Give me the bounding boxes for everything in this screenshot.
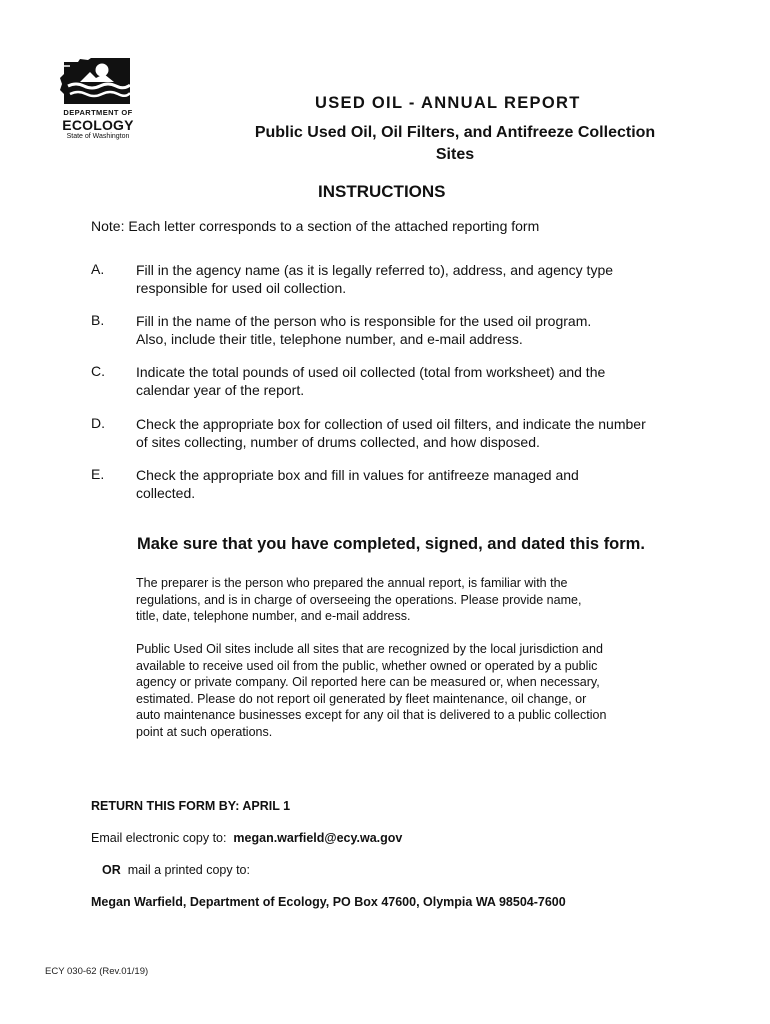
- or-word: OR: [102, 863, 121, 877]
- return-deadline: RETURN THIS FORM BY: APRIL 1: [91, 799, 291, 813]
- item-text-c: [136, 363, 696, 399]
- item-c-line1: Indicate the total pounds of used oil collected (total from worksheet) and the: [136, 364, 606, 380]
- washington-state-icon: [58, 56, 138, 108]
- preparer-line: The preparer is the person who prepared the annual report, is familiar with the: [136, 576, 568, 590]
- instructions-heading: INSTRUCTIONS: [318, 182, 446, 201]
- or-rest: mail a printed copy to:: [120, 863, 250, 877]
- item-e-line2: collected.: [136, 485, 196, 501]
- item-text-b: [136, 312, 696, 348]
- item-e-line1: Check the appropriate box and fill in values for antifreeze managed and: [136, 467, 579, 483]
- preparer-line: regulations, and is in charge of overseeing the operations. Please provide name,: [136, 592, 582, 607]
- item-letter-b: B.: [91, 312, 105, 328]
- item-a-line1: Fill in the agency name (as it is legally referred to), address, and agency type: [136, 262, 614, 278]
- logo-department-text: DEPARTMENT OF: [63, 108, 133, 117]
- ecology-logo: [58, 56, 138, 146]
- report-subtitle-line1: Public Used Oil, Oil Filters, and Antifreeze Collection: [254, 124, 656, 141]
- report-subtitle-line2: Sites: [435, 146, 475, 163]
- completion-reminder: Make sure that you have completed, signed, and dated this form.: [137, 535, 645, 553]
- email-prefix: Email electronic copy to:: [91, 831, 234, 845]
- report-title: USED OIL - ANNUAL REPORT: [315, 94, 581, 112]
- logo-state-text: State of Washington: [66, 133, 130, 140]
- item-d-line2: of sites collecting, number of drums collected, and how disposed.: [136, 434, 540, 450]
- item-b-line2: Also, include their title, telephone number, and e-mail address.: [136, 331, 523, 347]
- item-b-line1: Fill in the name of the person who is responsible for the used oil program.: [136, 313, 592, 329]
- item-text-e: [136, 466, 696, 502]
- preparer-line: title, date, telephone number, and e-mail address.: [136, 609, 411, 623]
- sites-paragraph: [136, 641, 676, 740]
- item-d-line1: Check the appropriate box for collection of used oil filters, and indicate the number: [136, 416, 646, 432]
- item-text-a: [136, 261, 696, 297]
- item-letter-a: A.: [91, 261, 105, 277]
- mailing-address: Megan Warfield, Department of Ecology, PO Box 47600, Olympia WA 98504-7600: [91, 895, 566, 909]
- sites-line: available to receive used oil from the public, whether owned or operated by a public: [136, 658, 598, 673]
- sites-line: estimated. Please do not report oil generated by fleet maintenance, oil change, or: [136, 691, 587, 706]
- item-letter-c: C.: [91, 363, 105, 379]
- item-letter-d: D.: [91, 415, 105, 431]
- sites-line: Public Used Oil sites include all sites that are recognized by the local jurisdiction and: [136, 642, 603, 656]
- item-a-line2: responsible for used oil collection.: [136, 280, 347, 296]
- email-line: [91, 831, 402, 845]
- sites-line: point at such operations.: [136, 724, 273, 739]
- form-number: ECY 030-62 (Rev.01/19): [45, 966, 149, 977]
- item-text-d: [136, 415, 696, 451]
- email-address-link[interactable]: megan.warfield@ecy.wa.gov: [233, 831, 403, 845]
- sites-line: auto maintenance businesses except for any oil that is delivered to a public collection: [136, 708, 607, 722]
- item-c-line2: calendar year of the report.: [136, 382, 305, 398]
- item-letter-e: E.: [91, 466, 105, 482]
- note-text: Note: Each letter corresponds to a section of the attached reporting form: [91, 218, 540, 234]
- or-line: [102, 863, 250, 877]
- logo-ecology-text: ECOLOGY: [62, 117, 134, 133]
- report-subtitle: [225, 122, 685, 166]
- preparer-paragraph: [136, 575, 676, 625]
- sites-line: agency or private company. Oil reported here can be measured or, when necessary,: [136, 675, 600, 689]
